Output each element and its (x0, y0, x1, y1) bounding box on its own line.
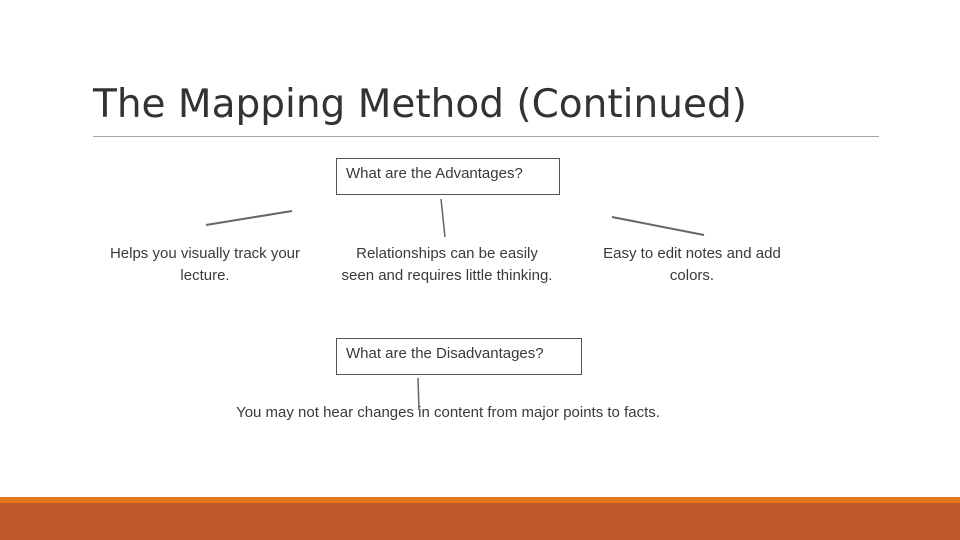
disadvantages-question-box: What are the Disadvantages? (336, 338, 582, 375)
footer-bar (0, 497, 960, 540)
advantage-item-tracking: Helps you visually track your lecture. (109, 245, 301, 284)
disadvantage-item: You may not hear changes in content from major points to facts. (236, 404, 660, 421)
connector-line-middle (441, 199, 445, 237)
footer-accent-stripe (0, 497, 960, 503)
advantage-item-relationships: Relationships can be easily seen and requires little thinking. (341, 245, 553, 284)
advantage-item-editing: Easy to edit notes and add colors. (603, 245, 781, 284)
connector-line-left (206, 211, 292, 225)
advantages-question-box: What are the Advantages? (336, 158, 560, 195)
connector-line-right (612, 217, 704, 235)
slide-title: The Mapping Method (Continued) (93, 82, 747, 127)
